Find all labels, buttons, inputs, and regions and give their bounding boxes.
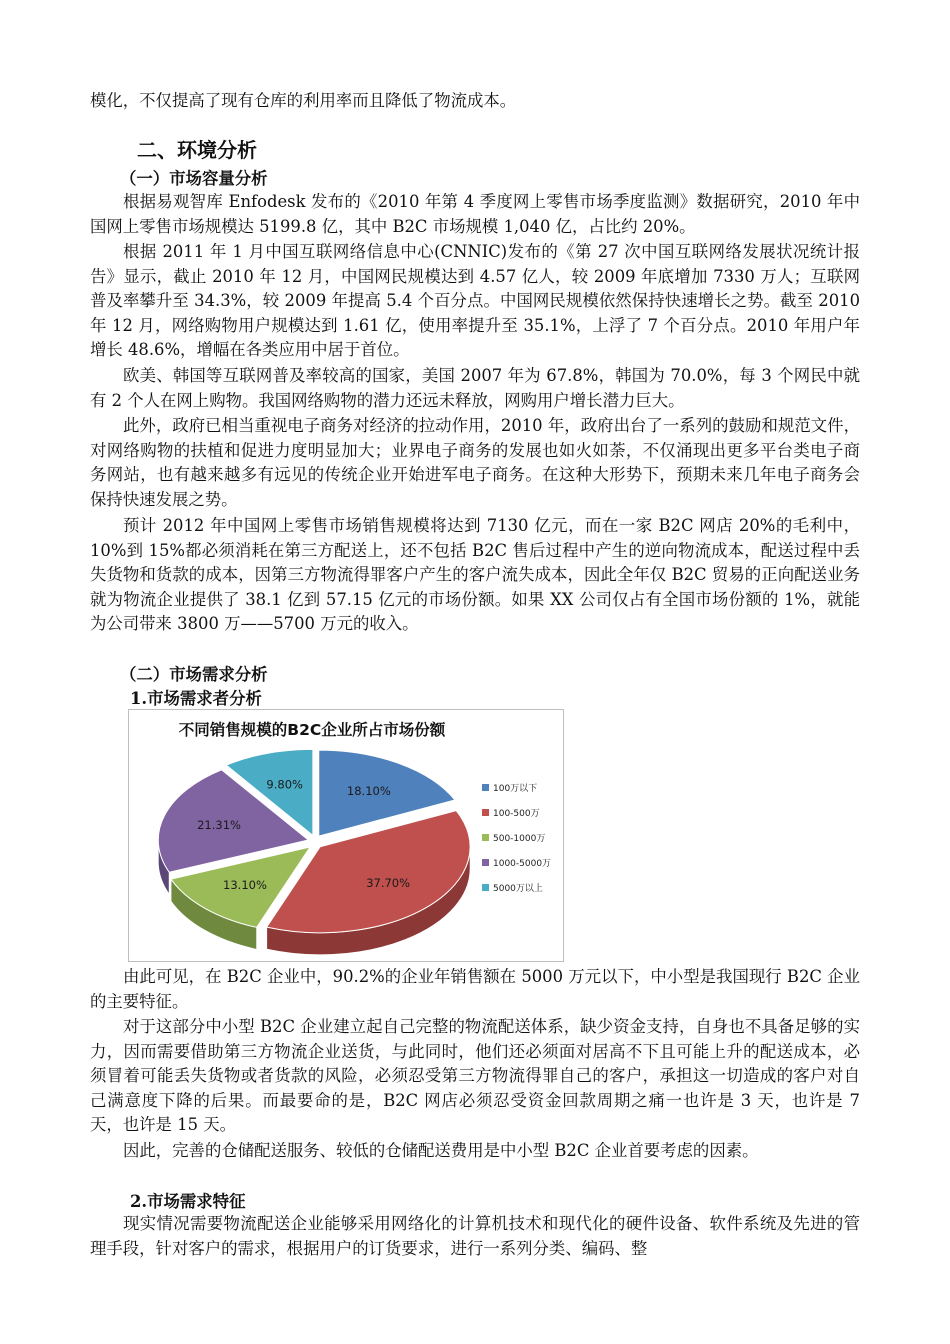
pie-data-label: 18.10% — [346, 784, 391, 799]
paragraph-conclusion-b2c: 由此可见，在 B2C 企业中，90.2%的企业年销售额在 5000 万元以下，中小型是我国现行 B2C 企业的主要特征。 — [90, 967, 860, 1011]
chart-title: 不同销售规模的B2C企业所占市场份额 — [178, 721, 446, 739]
pie-slices — [158, 749, 470, 932]
paragraph-government: 此外，政府已相当重视电子商务对经济的拉动作用，2010 年，政府出台了一系列的鼓励和规范文件，对网络购物的扶植和促进力度明显加大；业界电子商务的发展也如火如荼，不仅涌现出更多平台类电子商务网站，也有越来越多有远见的传统企业开始进军电子商务。在这种大形势下，预期未来几年电子商务会保持快速发展之势。 — [90, 416, 860, 509]
paragraph-forecast: 预计 2012 年中国网上零售市场销售规模将达到 7130 亿元，而在一家 B2C 网店 20%的毛利中，10%到 15%都必须消耗在第三方配送上，还不包括 B2C 售后过程中产生的逆向物流成本，配送过程中丢失货物和货款的成本，因第三方物流得罪客户产生的客户流失成本，因此全年仅 B2C 贸易的正向配送业务就为物流企业提供了 38.1 亿到 57.15 亿元的市场份额。如果 XX 公司仅占有全国市场份额的 1%，就能为公司带来 3800 万——5700 万元的收入。 — [90, 516, 860, 633]
paragraph-cnnic: 根据 2011 年 1 月中国互联网络信息中心(CNNIC)发布的《第 27 次中国互联网络发展状况统计报告》显示，截止 2010 年 12 月，中国网民规模达到 4.57 亿人，较 2009 年底增加 7330 万人；互联网普及率攀升至 34.3%，较 2009 年提高 5.4 个百分点。中国网民规模依然保持快速增长之势。截至 2010 年 12 月，网络购物用户规模达到 1.61 亿，使用率提升至 35.1%，上浮了 7 个百分点。2010 年用户年增长 48.6%，增幅在各类应用中居于首位。 — [90, 242, 860, 359]
legend-label: 5000万以上 — [493, 884, 543, 894]
pie-data-label: 21.31% — [197, 818, 241, 833]
legend-swatch — [482, 859, 489, 866]
pie-data-label: 9.80% — [266, 777, 303, 792]
paragraph-enfodesk: 根据易观智库 Enfodesk 发布的《2010 年第 4 季度网上零售市场季度监测》数据研究，2010 年中国网上零售市场规模达 5199.8 亿，其中 B2C 市场规模 1,040 亿，占比约 20%。 — [90, 192, 860, 236]
chart-legend — [482, 783, 551, 894]
market-share-pie-chart — [128, 709, 564, 962]
paragraph-priority: 因此，完善的仓储配送服务、较低的仓储配送费用是中小型 B2C 企业首要考虑的因素。 — [123, 1141, 759, 1160]
pie-chart-svg — [129, 710, 563, 961]
legend-label: 100万以下 — [493, 784, 538, 794]
subsection-title-market-capacity: （一）市场容量分析 — [120, 169, 268, 188]
legend-swatch — [482, 809, 489, 816]
section-title-environment: 二、环境分析 — [137, 138, 257, 162]
legend-label: 500-1000万 — [493, 834, 546, 844]
paragraph-requirements: 现实情况需要物流配送企业能够采用网络化的计算机技术和现代化的硬件设备、软件系统及先进的管理手段，针对客户的需求，根据用户的订货要求，进行一系列分类、编码、整 — [90, 1214, 860, 1258]
legend-label: 100-500万 — [493, 809, 540, 819]
paragraph-global-comparison: 欧美、韩国等互联网普及率较高的国家，美国 2007 年为 67.8%，韩国为 70.0%，每 3 个网民中就有 2 个人在网上购物。我国网络购物的潜力还远未释放，网购用户增长潜力巨大。 — [90, 366, 860, 410]
subsection-title-demand-features: 2.市场需求特征 — [130, 1192, 246, 1211]
subsection-title-demand-side: 1.市场需求者分析 — [130, 689, 262, 708]
paragraph-intro: 模化，不仅提高了现有仓库的利用率而且降低了物流成本。 — [90, 91, 517, 110]
legend-swatch — [482, 784, 489, 791]
legend-swatch — [482, 884, 489, 891]
legend-label: 1000-5000万 — [493, 859, 552, 869]
pie-data-label: 37.70% — [366, 876, 411, 891]
legend-swatch — [482, 834, 489, 841]
paragraph-sme-logistics: 对于这部分中小型 B2C 企业建立起自己完整的物流配送体系，缺少资金支持，自身也不具备足够的实力，因而需要借助第三方物流企业送货，与此同时，他们还必须面对居高不下且可能上升的配送成本，必须冒着可能丢失货物或者货款的风险，必须忍受第三方物流得罪自己的客户，承担这一切造成的客户对自己满意度下降的后果。而最要命的是，B2C 网店必须忍受资金回款周期之痛一也许是 3 天，也许是 7 天，也许是 15 天。 — [90, 1017, 860, 1134]
subsection-title-market-demand: （二）市场需求分析 — [120, 665, 268, 684]
pie-data-label: 13.10% — [223, 878, 267, 893]
